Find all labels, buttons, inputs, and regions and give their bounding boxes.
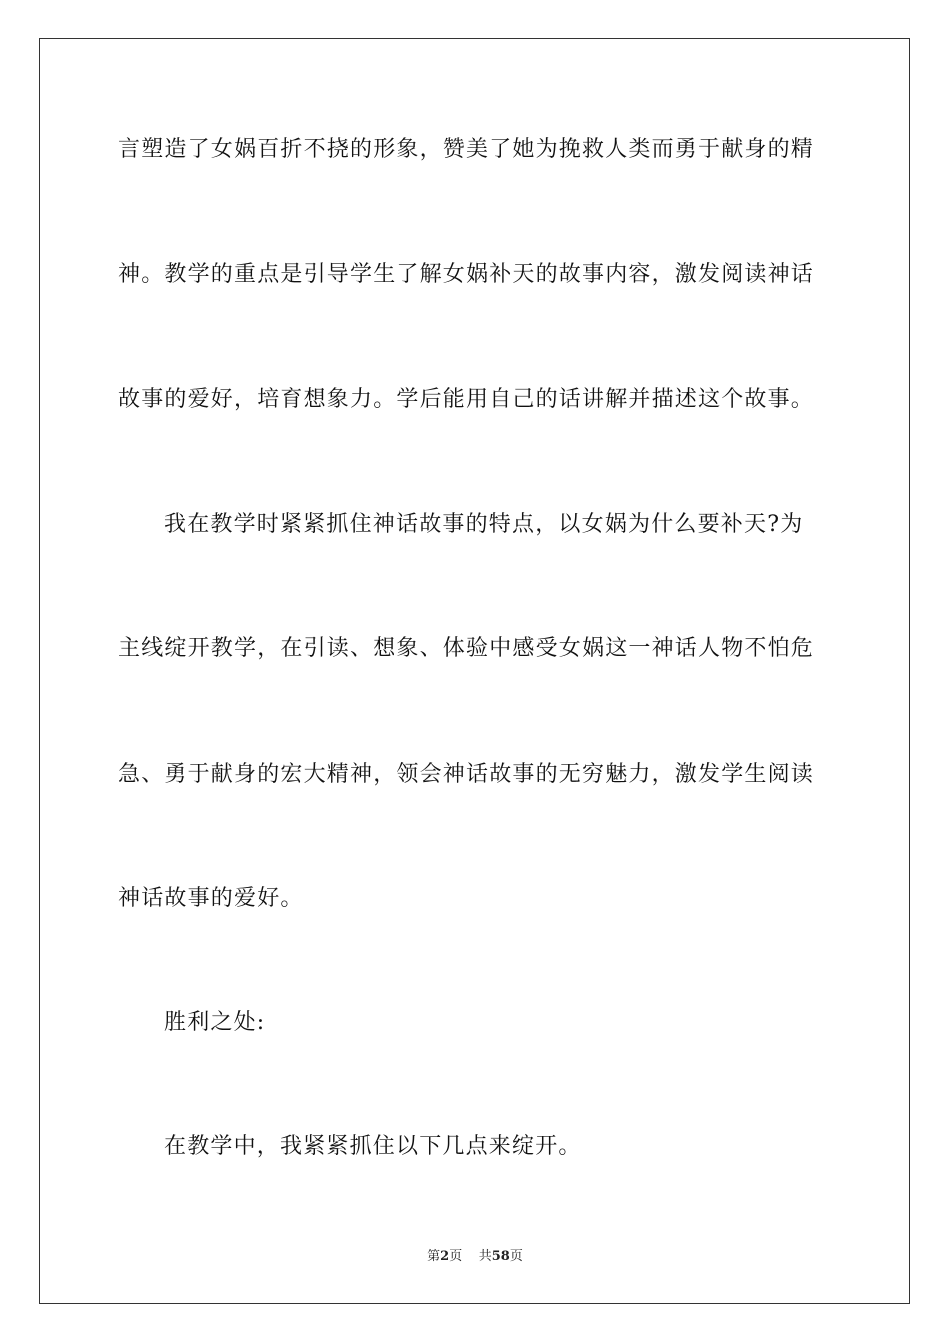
body-text-line: 故事的爱好，培育想象力。学后能用自己的话讲解并描述这个故事。 <box>118 387 815 412</box>
page-prefix: 第 <box>427 1249 441 1264</box>
page-suffix: 页 <box>449 1249 463 1264</box>
page-footer <box>0 1248 950 1266</box>
paragraph-first-line: 我在教学时紧紧抓住神话故事的特点，以女娲为什么要补天?为 <box>164 512 804 537</box>
body-text-line: 神。教学的重点是引导学生了解女娲补天的故事内容，激发阅读神话 <box>118 262 815 287</box>
body-text-line: 言塑造了女娲百折不挠的形象，赞美了她为挽救人类而勇于献身的精 <box>118 137 815 162</box>
total-pages: 58 <box>491 1249 510 1264</box>
paragraph-first-line: 在教学中，我紧紧抓住以下几点来绽开。 <box>164 1134 582 1159</box>
page-border <box>39 38 910 1304</box>
page-number: 2 <box>440 1249 450 1264</box>
section-heading: 胜利之处: <box>164 1010 266 1035</box>
total-prefix: 共 <box>478 1249 492 1264</box>
body-text-line: 神话故事的爱好。 <box>118 886 304 911</box>
total-suffix: 页 <box>509 1249 523 1264</box>
body-text-line: 主线绽开教学，在引读、想象、体验中感受女娲这一神话人物不怕危 <box>118 636 815 661</box>
body-text-line: 急、勇于献身的宏大精神，领会神话故事的无穷魅力，激发学生阅读 <box>118 762 815 787</box>
